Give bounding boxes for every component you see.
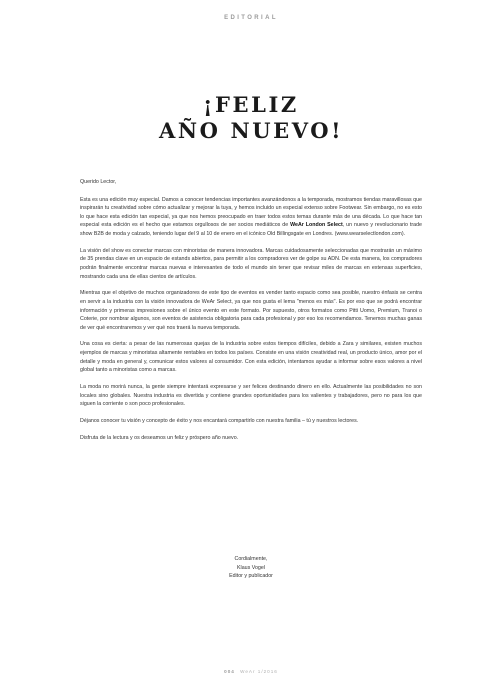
paragraph-1 xyxy=(80,196,422,239)
headline xyxy=(0,92,502,144)
paragraph-2: La visión del show es conectar marcas con minoristas de manera innovadora. Marcas cuidadosamente seleccionadas que mostrarán un máximo de 35 prendas clave en un espacio de estands abiertos, para permitir a los compradores ver de golpe su ADN. De esta manera, los compradores podrán finalmente encontrar marcas nuevas e interesantes de todo el mundo sin tener que revisar miles de marcas en extensas superficies, mostrando cada una de ellas cientos de artículos. xyxy=(80,247,422,280)
paragraph-1-highlight: WeAr London Select xyxy=(290,222,343,229)
headline-line-1: ¡FELIZ xyxy=(203,92,299,117)
paragraph-6: Déjanos conocer tu visión y concepto de éxito y nos encantará compartirlo con nuestra familia – tú y nuestros lectores. xyxy=(80,418,359,424)
paragraph-3: Mientras que el objetivo de muchos organizadores de este tipo de eventos es vender tanto espacio como sea posible, nuestro énfasis se centra en servir a la industria con la visión innovadora de WeAr Select, ya que nos gusta el lema "menos es más". Es por eso que se podrá encontrar información y primeras impresiones sobre el único evento en este formato. Por supuesto, otros formatos como Pitti Uomo, Premium, Tranoi o Coterie, por nombrar algunos, son eventos de asistencia obligatoria para cada profesional y por eso los recomendamos. Tenemos muchas ganas de ver qué encontraremos y ver qué nos traerá la nueva temporada. xyxy=(80,290,422,331)
page-number: 004 xyxy=(224,669,235,674)
page-footer xyxy=(0,669,502,674)
paragraph-4: Una cosa es cierta: a pesar de las numerosas quejas de la industria sobre estos tiempos difíciles, debido a Zara y similares, existen muchos ejemplos de marcas y minoristas altamente rentables en todos los países. Consiste en una visión creatividad real, un producto único, amor por el detalle y moda en general y, comunicar estos valores al consumidor. Con esta edición, intentamos ayudar a informar sobre esos valores a nivel global tanto a minoristas como a marcas. xyxy=(80,341,422,374)
section-label: EDITORIAL xyxy=(224,15,278,21)
signature-role: Editor y publicador xyxy=(229,573,273,580)
paragraph-1-text-a: Esta es una edición muy especial. Damos a conocer tendencias importantes avanzándonos a la temporada, mostramos tiendas maravillosas que inspirarán tu creatividad sobre cómo actualizar y mejorar la tuya, y hemos incluido un especial extenso sobre Footwear. Sin embargo, no es esto lo que hace esta edición tan especial, ya que nos hemos preocupado en traer todos estos temas durante más de una década. Lo que hace tan especial esta edición es el hecho que estamos orgullosos de ser socios mediáticos de xyxy=(80,196,422,229)
paragraph-1-text-b: , un nuevo y revolucionario trade show B2B de moda y calzado, teniendo lugar del 9 al 10 de enero en el icónico Old Billingsgate en Londres. (www.wearselectlondon.com). xyxy=(80,222,422,237)
paragraph-7: Disfruta de la lectura y os deseamos un feliz y próspero año nuevo. xyxy=(80,434,239,441)
headline-line-2: AÑO NUEVO! xyxy=(158,118,344,143)
issue-label: WeAr 1/2016 xyxy=(240,669,278,674)
signature-block xyxy=(0,555,502,581)
signature-name: Klaus Vogel xyxy=(237,564,265,571)
greeting: Querido Lector, xyxy=(80,179,117,185)
paragraph-5: La moda no morirá nunca, la gente siempre intentará expresarse y ser felices destinando dinero en ello. Actualmente las posibilidades no son locales sino globales. Nuestra industria es divertida y contiene grandes oportunidades para los valientes y trabajadores, pero no para los que siguen la corriente o son poco profesionales. xyxy=(80,384,422,408)
editorial-body xyxy=(80,178,422,451)
signature-closing: Cordialmente, xyxy=(234,556,268,562)
